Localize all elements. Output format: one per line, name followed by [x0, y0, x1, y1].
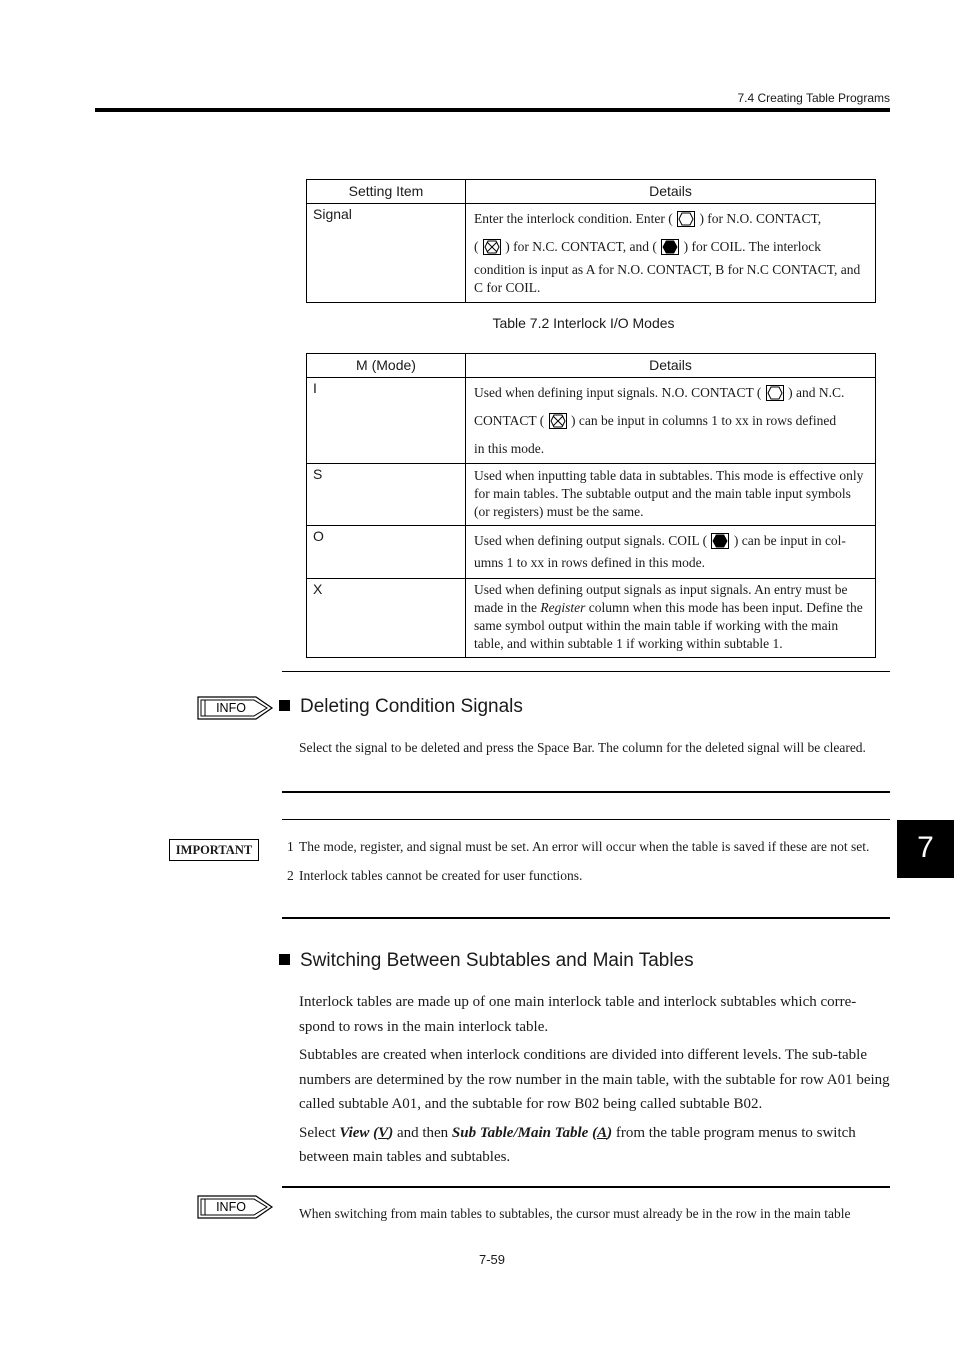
setting-item-table — [306, 179, 876, 303]
setting-item-cell: Signal — [307, 204, 466, 303]
column-header: Details — [466, 180, 876, 204]
column-header: Setting Item — [307, 180, 466, 204]
mode-cell: S — [307, 464, 466, 526]
details-cell: Used when inputting table data in subtables. This mode is effective only for main tables. The subtable output and the main table input symbols (or registers) must be the same. — [466, 464, 876, 526]
list-item: 2 Interlock tables cannot be created for user functions. — [287, 868, 583, 883]
column-header: Details — [466, 354, 876, 378]
coil-icon — [661, 239, 679, 255]
paragraph: Select View (V) and then Sub Table/Main Table (A) from the table program menus to switch between main tables and subtables. — [299, 1124, 856, 1165]
info-arrow-icon — [196, 694, 274, 722]
details-cell: Used when defining output signals. COIL ( ) can be input in col- umns 1 to xx in rows defined in this mode. — [466, 526, 876, 579]
mode-cell: I — [307, 378, 466, 464]
paragraph: When switching from main tables to subtables, the cursor must already be in the row in the main table — [299, 1206, 851, 1221]
section-rule — [282, 671, 890, 672]
info-badge — [196, 1193, 274, 1221]
details-cell: Used when defining input signals. N.O. CONTACT ( ) and N.C. CONTACT ( ) can be input in columns 1 to xx in rows defined in this mode. — [466, 378, 876, 464]
chapter-tab: 7 — [897, 820, 954, 878]
nc-contact-icon — [549, 413, 567, 429]
info-label: INFO — [216, 1200, 246, 1214]
section-rule — [282, 791, 890, 793]
list-item: 1 The mode, register, and signal must be set. An error will occur when the table is saved if these are not set. — [287, 839, 870, 854]
info-badge — [196, 694, 274, 722]
mode-cell: X — [307, 579, 466, 658]
column-header: M (Mode) — [307, 354, 466, 378]
important-list — [287, 837, 887, 885]
details-cell: Enter the interlock condition. Enter ( ) for N.O. CONTACT, ( ) for N.C. CONTACT, and ( ) for COIL. The interlock condition is input as A for N.O. CONTACT, B for N.C CONTACT, and C for COIL. — [466, 204, 876, 303]
bullet-square-icon — [279, 700, 290, 711]
info-label: INFO — [216, 701, 246, 715]
table-caption: Table 7.2 Interlock I/O Modes — [492, 315, 675, 331]
section-heading: Deleting Condition Signals — [279, 696, 523, 718]
nc-contact-icon — [483, 239, 501, 255]
coil-icon — [711, 533, 729, 549]
no-contact-icon — [766, 385, 784, 401]
paragraph: Interlock tables are made up of one main interlock table and interlock subtables which corre-spond to rows in the main interlock table. — [299, 994, 857, 1035]
running-header: 7.4 Creating Table Programs — [737, 91, 890, 105]
header-rule — [95, 108, 890, 112]
section-rule — [282, 917, 890, 919]
mode-cell: O — [307, 526, 466, 579]
paragraph: Subtables are created when interlock conditions are divided into different levels. The sub-table numbers are determined by the row number in the main table, with the subtable for row A01 being called subtable A01, and the subtable for row B02 being called subtable B02. — [299, 1047, 890, 1112]
details-cell: Used when defining output signals as input signals. An entry must be made in the Register column when this mode has been input. Define the same symbol output within the main table if working with the main table, and within subtable 1 if working within subtable 1. — [466, 579, 876, 658]
paragraph: Select the signal to be deleted and press the Space Bar. The column for the deleted signal will be cleared. — [299, 740, 866, 755]
section-body — [299, 990, 891, 1174]
section-heading: Switching Between Subtables and Main Tables — [279, 950, 694, 972]
interlock-modes-table — [306, 353, 876, 658]
important-badge: IMPORTANT — [169, 839, 259, 861]
page-number: 7-59 — [478, 1252, 506, 1267]
bullet-square-icon — [279, 954, 290, 965]
info-arrow-icon — [196, 1193, 274, 1221]
section-rule — [282, 819, 890, 820]
section-rule — [282, 1186, 890, 1188]
no-contact-icon — [677, 211, 695, 227]
